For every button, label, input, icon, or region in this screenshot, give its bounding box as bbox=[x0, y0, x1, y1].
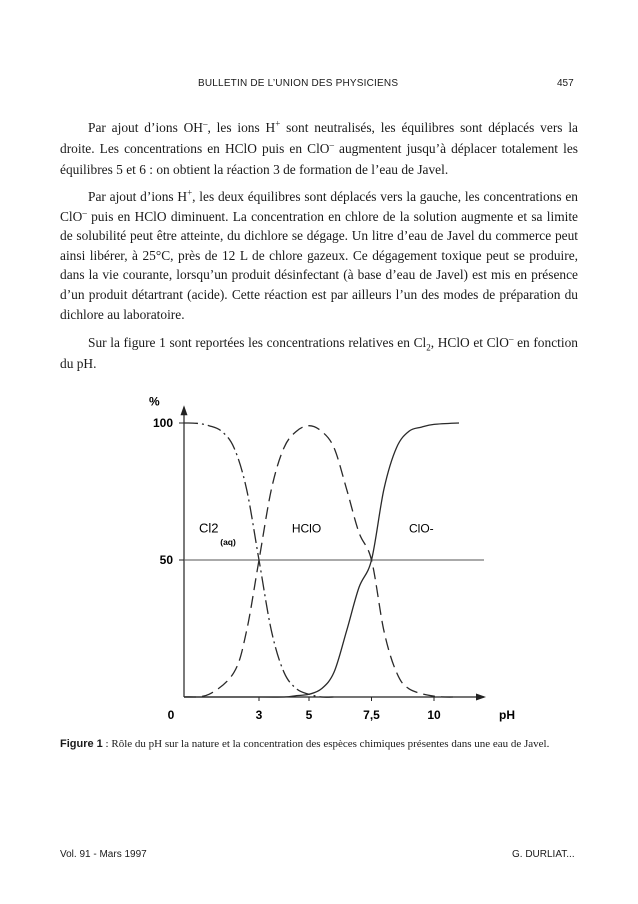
y-axis-label: % bbox=[149, 394, 160, 409]
caption-label: Figure 1 bbox=[60, 738, 103, 750]
paragraph-figure-intro: Sur la figure 1 sont reportées les concentrations relatives en $Cl_2$, HClO et ClO– en fonction du pH. bbox=[60, 333, 578, 371]
x-tick-label: 10 bbox=[427, 708, 441, 722]
page-number: 457 bbox=[557, 78, 574, 89]
paragraph-h-ions: Par ajout d’ions H+, les deux équilibres sont déplacés vers la gauche, les concentrations en ClO– puis en HClO diminuent. La concentration en chlore de la solution augmente et sa limite de solubilité peut être atteinte, du dichlore se dégage. Un litre d’eau de Javel du commerce peut ainsi libérer, à 25°C, près de 12 L de chlore gazeux. Ce dégagement toxique peut se produire, dans la vie courante, lorsqu’un produit désinfectant (à base d’eau de Javel) est mis en présence d’un produit détartrant (acide). Cette réaction est par ailleurs l’un des modes de préparation du dichlore au laboratoire. bbox=[60, 187, 578, 322]
series-label-hclo: HClO bbox=[291, 521, 322, 536]
journal-title: BULLETIN DE L’UNION DES PHYSICIENS bbox=[198, 78, 399, 89]
figure-caption bbox=[60, 736, 578, 753]
hclo-curve bbox=[184, 426, 459, 697]
caption-text: : Rôle du pH sur la nature et la concentration des espèces chimiques présentes dans une eau de Javel. bbox=[102, 738, 550, 750]
y-axis-arrow bbox=[181, 405, 188, 415]
footer-volume: Vol. 91 - Mars 1997 bbox=[60, 849, 147, 860]
footer-author: G. DURLIAT... bbox=[512, 849, 575, 860]
series-label-clo-minus: ClO- bbox=[409, 521, 434, 536]
series-label-cl2: Cl2 bbox=[199, 520, 219, 536]
x-tick-label: 7,5 bbox=[363, 708, 380, 722]
x-tick-label: 0 bbox=[167, 708, 175, 722]
x-axis-label: pH bbox=[499, 708, 515, 722]
y-tick-label: 100 bbox=[152, 416, 173, 430]
x-tick-label: 5 bbox=[305, 708, 313, 722]
paragraph-oh-ions: Par ajout d’ions OH–, les ions H+ sont neutralisés, les équilibres sont déplacés vers la droite. Les concentrations en HClO puis en ClO– augmentent jusqu’à déplacer totalement les équilibres 5 et 6 : on obtient la réaction 3 de formation de l’eau de Javel. bbox=[60, 118, 578, 177]
x-axis-arrow bbox=[476, 694, 486, 701]
x-tick-label: 3 bbox=[255, 708, 263, 722]
series-label-cl2-sub: (aq) bbox=[220, 536, 236, 547]
y-tick-label: 50 bbox=[159, 553, 173, 567]
